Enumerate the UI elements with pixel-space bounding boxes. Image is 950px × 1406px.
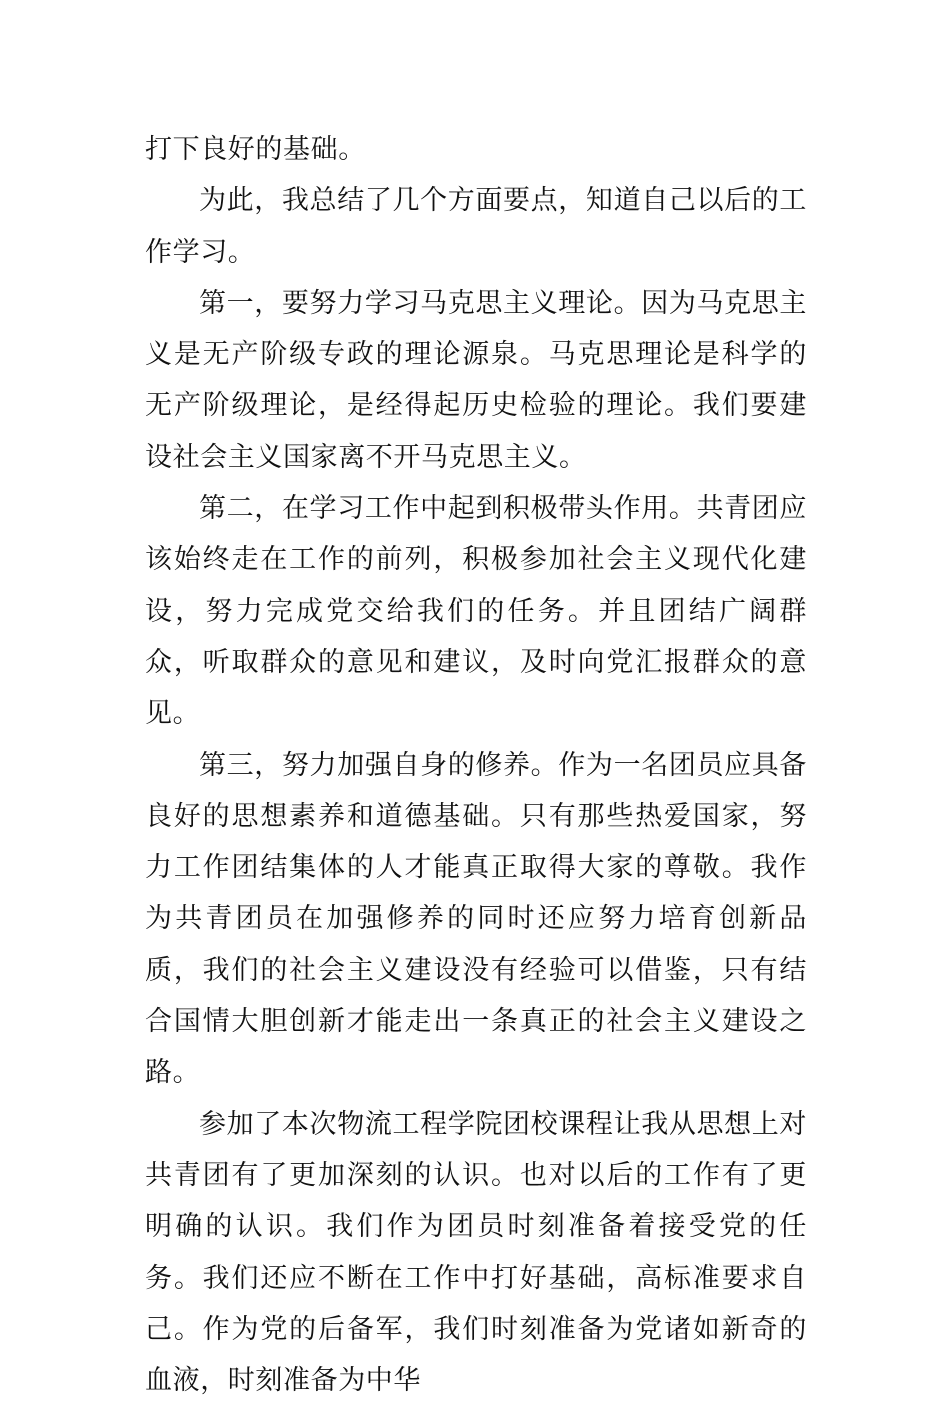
- paragraph-point-one: 第一，要努力学习马克思主义理论。因为马克思主义是无产阶级专政的理论源泉。马克思理论是科学的无产阶级理论，是经得起历史检验的理论。我们要建设社会主义国家离不开马克思主义。: [145, 287, 807, 473]
- document-body: [145, 124, 807, 1406]
- paragraph-continuation: 打下良好的基础。: [145, 134, 366, 165]
- paragraph-intro: 为此，我总结了几个方面要点，知道自己以后的工作学习。: [145, 185, 807, 268]
- paragraph-conclusion: 参加了本次物流工程学院团校课程让我从思想上对共青团有了更加深刻的认识。也对以后的工作有了更明确的认识。我们作为团员时刻准备着接受党的任务。我们还应不断在工作中打好基础，高标准要求自己。作为党的后备军，我们时刻准备为党诸如新奇的血液，时刻准备为中华: [145, 1108, 807, 1397]
- paragraph-point-two: 第二，在学习工作中起到积极带头作用。共青团应该始终走在工作的前列，积极参加社会主义现代化建设，努力完成党交给我们的任务。并且团结广阔群众，听取群众的意见和建议，及时向党汇报群众的意见。: [145, 493, 807, 730]
- paragraph-point-three: 第三，努力加强自身的修养。作为一名团员应具备良好的思想素养和道德基础。只有那些热爱国家，努力工作团结集体的人才能真正取得大家的尊敬。我作为共青团员在加强修养的同时还应努力培育创新品质，我们的社会主义建设没有经验可以借鉴，只有结合国情大胆创新才能走出一条真正的社会主义建设之路。: [145, 749, 807, 1089]
